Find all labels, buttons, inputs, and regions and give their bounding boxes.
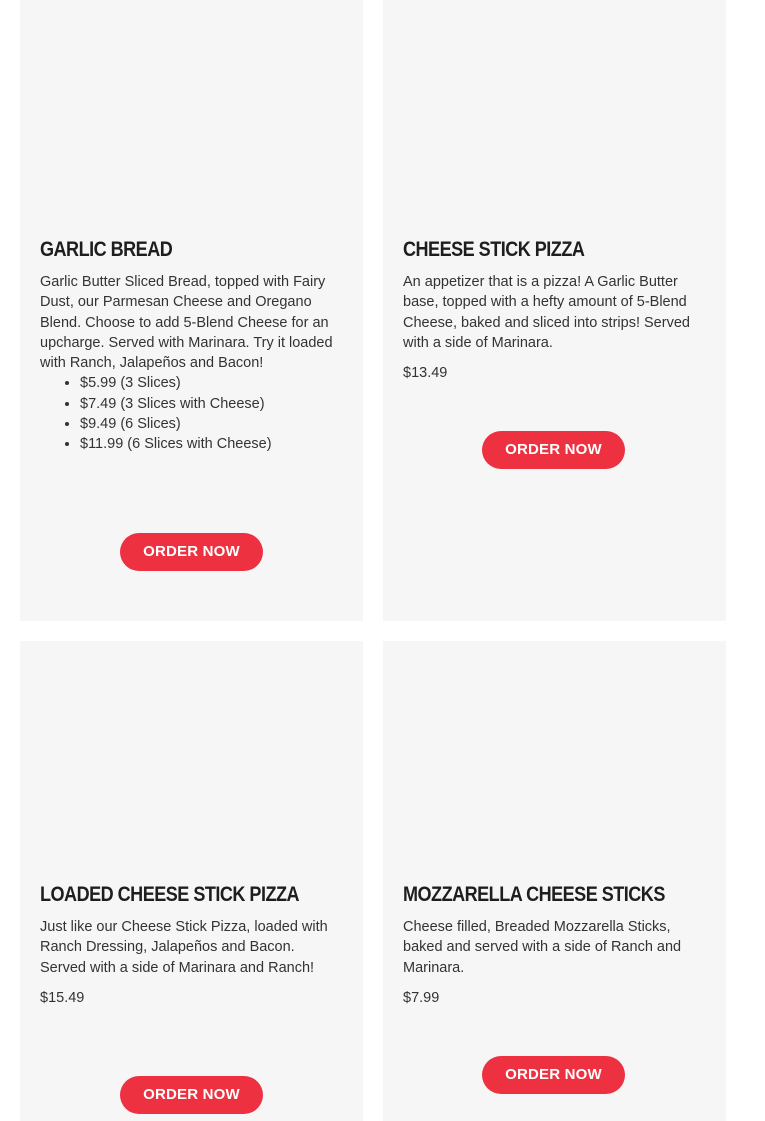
menu-item-description: An appetizer that is a pizza! A Garlic Butter base, topped with a hefty amount of 5-Blend Cheese, baked and sliced into strips! Served with a side of Marinara. xyxy=(403,274,690,351)
order-now-button[interactable]: ORDER NOW xyxy=(482,1056,625,1094)
price-option: • $7.49 (3 Slices with Cheese) xyxy=(80,394,343,414)
menu-item-image xyxy=(383,0,726,220)
price-option: • $9.49 (6 Slices) xyxy=(80,414,343,434)
order-now-button[interactable]: ORDER NOW xyxy=(482,431,625,469)
menu-item-price: $7.99 xyxy=(403,989,440,1006)
menu-item-description: Cheese filled, Breaded Mozzarella Sticks, baked and served with a side of Ranch and Marinara. xyxy=(403,919,682,976)
menu-card-loaded-cheese-stick-pizza xyxy=(20,641,363,1121)
menu-item-price: $13.49 xyxy=(403,365,448,382)
menu-item-title: GARLIC BREAD xyxy=(40,238,173,261)
price-option: • $11.99 (6 Slices with Cheese) xyxy=(80,434,343,454)
menu-item-image xyxy=(383,641,726,861)
menu-item-title: MOZZARELLA CHEESE STICKS xyxy=(403,883,665,906)
price-option: • $5.99 (3 Slices) xyxy=(80,373,343,393)
menu-item-image xyxy=(20,0,363,220)
menu-item-title: LOADED CHEESE STICK PIZZA xyxy=(40,883,300,906)
menu-item-description: Garlic Butter Sliced Bread, topped with Fairy Dust, our Parmesan Cheese and Oregano Blend. Choose to add 5-Blend Cheese for an upcharge. Served with Marinara. Try it loaded with Ranch, Jalapeños and Bacon! xyxy=(40,274,333,372)
order-now-button[interactable]: ORDER NOW xyxy=(120,533,263,571)
menu-card-garlic-bread xyxy=(20,0,363,621)
menu-card-cheese-stick-pizza xyxy=(383,0,726,621)
menu-item-image xyxy=(20,641,363,861)
menu-item-price: $15.49 xyxy=(40,989,85,1006)
price-list xyxy=(40,373,343,454)
menu-item-title: CHEESE STICK PIZZA xyxy=(403,238,585,261)
order-now-button[interactable]: ORDER NOW xyxy=(120,1076,263,1114)
menu-card-mozzarella-cheese-sticks xyxy=(383,641,726,1121)
menu-item-description: Just like our Cheese Stick Pizza, loaded with Ranch Dressing, Jalapeños and Bacon. Served with a side of Marinara and Ranch! xyxy=(40,919,328,976)
